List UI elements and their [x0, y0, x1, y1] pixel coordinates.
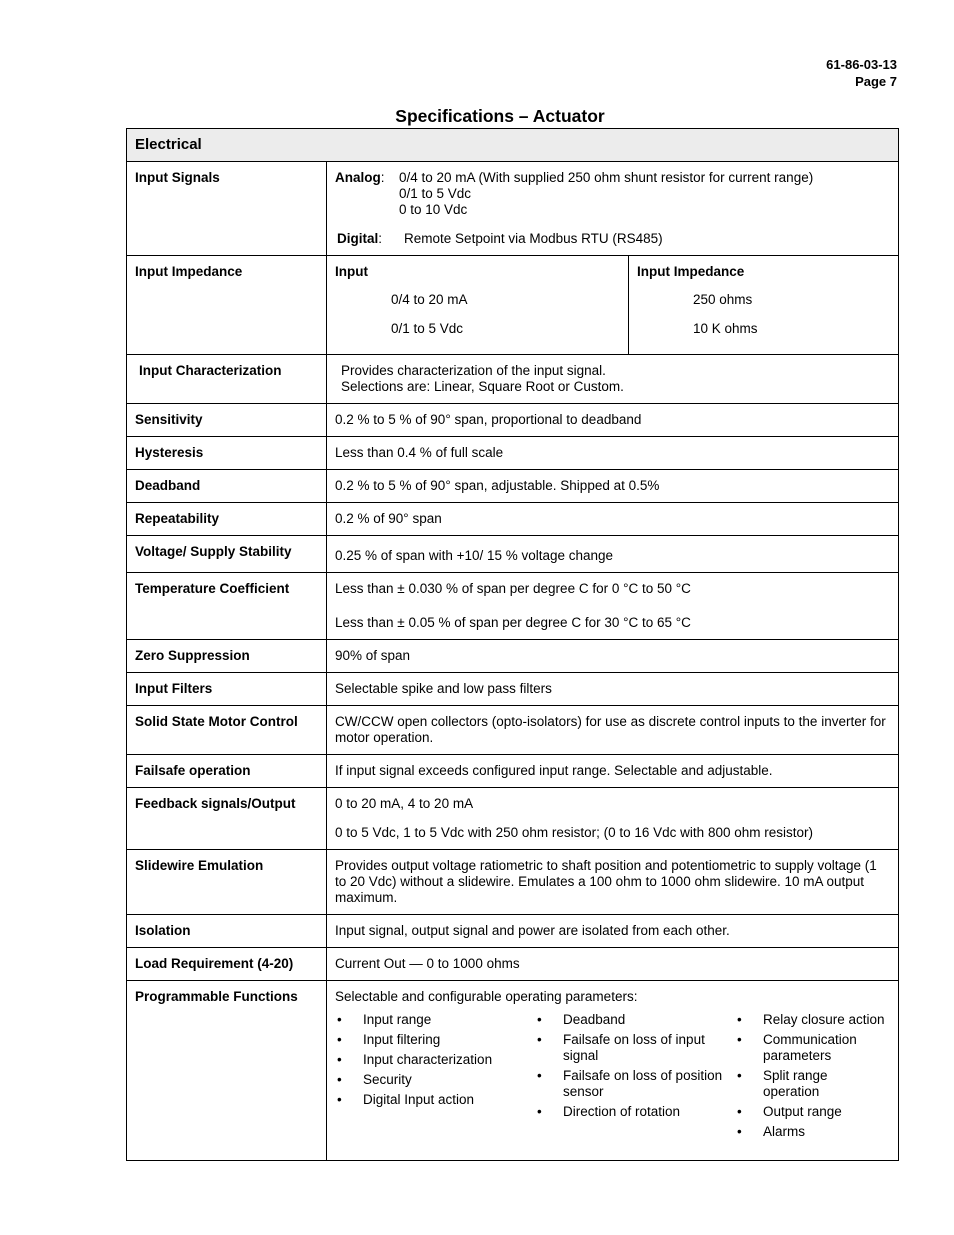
spec-table — [126, 128, 899, 1161]
row-value: Analog: 0/4 to 20 mA (With supplied 250 ohm shunt resistor for current range) 0/1 to 5 Vdc 0 to 10 Vdc Digital: Remote Setpoint via Modbus RTU (RS485) — [327, 162, 899, 256]
impedance-col-header: Input — [335, 264, 368, 279]
section-row — [127, 129, 899, 162]
row-label: Temperature Coefficient — [127, 573, 327, 640]
row-label: Zero Suppression — [127, 640, 327, 673]
list-item: • Direction of rotation — [535, 1104, 735, 1120]
section-heading: Electrical — [127, 129, 899, 162]
table-row — [127, 162, 899, 256]
document-number — [826, 56, 897, 90]
row-label: Solid State Motor Control — [127, 706, 327, 755]
row-value: Provides output voltage ratiometric to shaft position and potentiometric to supply voltage (1 to 20 Vdc) without a slidewire. Emulates a 100 ohm to 1000 ohm slidewire. 10 mA output maximum. — [327, 850, 899, 915]
value-line: Less than ± 0.05 % of span per degree C for 30 °C to 65 °C — [335, 615, 691, 630]
table-row — [127, 640, 899, 673]
table-row — [127, 536, 899, 573]
value-line: Selections are: Linear, Square Root or Custom. — [341, 379, 624, 394]
row-value — [327, 981, 899, 1161]
table-row — [127, 788, 899, 850]
row-value: Selectable spike and low pass filters — [327, 673, 899, 706]
row-value: 0.2 % to 5 % of 90° span, proportional to deadband — [327, 404, 899, 437]
page-number: Page 7 — [855, 74, 897, 89]
analog-value: 0/1 to 5 Vdc — [399, 186, 472, 201]
table-row — [127, 573, 899, 640]
row-label: Feedback signals/Output — [127, 788, 327, 850]
row-label: Load Requirement (4-20) — [127, 948, 327, 981]
table-row — [127, 437, 899, 470]
row-label: Input Characterization — [127, 355, 327, 404]
impedance-subtable — [327, 256, 899, 355]
row-value — [327, 788, 899, 850]
table-row — [127, 948, 899, 981]
row-value: 0.25 % of span with +10/ 15 % voltage change — [327, 536, 899, 573]
table-row — [127, 755, 899, 788]
list-item: • Input characterization — [335, 1052, 535, 1068]
page-title: Specifications – Actuator — [395, 106, 605, 126]
row-label: Input Filters — [127, 673, 327, 706]
row-label: Slidewire Emulation — [127, 850, 327, 915]
row-value: 0.2 % of 90° span — [327, 503, 899, 536]
row-label: Repeatability — [127, 503, 327, 536]
list-item: • Communication parameters — [735, 1032, 885, 1064]
row-value — [327, 355, 899, 404]
row-label: Input Signals — [127, 162, 327, 256]
row-value — [327, 573, 899, 640]
list-item: • Digital Input action — [335, 1092, 535, 1108]
row-label: Programmable Functions — [127, 981, 327, 1161]
list-item: • Input range — [335, 1012, 535, 1028]
row-label: Voltage/ Supply Stability — [127, 536, 327, 573]
table-row — [127, 256, 899, 355]
table-row — [127, 706, 899, 755]
function-list — [535, 1012, 735, 1120]
impedance-value: 250 ohms — [693, 292, 753, 307]
value-line: 0 to 20 mA, 4 to 20 mA — [335, 796, 474, 811]
row-value: CW/CCW open collectors (opto-isolators) for use as discrete control inputs to the inverter for motor operation. — [327, 706, 899, 755]
impedance-input: 0/4 to 20 mA — [391, 292, 468, 307]
table-row — [127, 981, 899, 1161]
digital-key: Digital — [337, 231, 379, 246]
list-item: • Split range operation — [735, 1068, 885, 1100]
table-row — [127, 404, 899, 437]
programmable-intro: Selectable and configurable operating parameters: — [335, 989, 638, 1004]
impedance-col-header: Input Impedance — [637, 264, 745, 279]
list-item: • Output range — [735, 1104, 885, 1120]
analog-value: 0 to 10 Vdc — [399, 202, 468, 217]
row-label: Input Impedance — [127, 256, 327, 355]
function-list — [735, 1012, 885, 1140]
analog-value: 0/4 to 20 mA (With supplied 250 ohm shunt resistor for current range) — [399, 170, 814, 185]
table-row — [127, 355, 899, 404]
impedance-value: 10 K ohms — [693, 321, 758, 336]
row-label: Isolation — [127, 915, 327, 948]
list-item: • Alarms — [735, 1124, 885, 1140]
table-row — [127, 503, 899, 536]
row-label: Sensitivity — [127, 404, 327, 437]
list-item: • Relay closure action — [735, 1012, 885, 1028]
row-value: If input signal exceeds configured input range. Selectable and adjustable. — [327, 755, 899, 788]
value-line: Less than ± 0.030 % of span per degree C for 0 °C to 50 °C — [335, 581, 691, 596]
analog-key: Analog — [335, 170, 381, 185]
impedance-input: 0/1 to 5 Vdc — [391, 321, 464, 336]
value-line: 0 to 5 Vdc, 1 to 5 Vdc with 250 ohm resistor; (0 to 16 Vdc with 800 ohm resistor) — [335, 825, 813, 840]
row-value: Input signal, output signal and power are isolated from each other. — [327, 915, 899, 948]
table-row — [127, 850, 899, 915]
doc-id: 61-86-03-13 — [826, 57, 897, 72]
list-item: • Security — [335, 1072, 535, 1088]
list-item: • Input filtering — [335, 1032, 535, 1048]
digital-value: Remote Setpoint via Modbus RTU (RS485) — [404, 231, 663, 246]
table-row — [127, 673, 899, 706]
table-row — [127, 470, 899, 503]
value-line: Provides characterization of the input signal. — [341, 363, 606, 378]
list-item: • Failsafe on loss of position sensor — [535, 1068, 735, 1100]
list-item: • Deadband — [535, 1012, 735, 1028]
row-value: Current Out — 0 to 1000 ohms — [327, 948, 899, 981]
row-value: Less than 0.4 % of full scale — [327, 437, 899, 470]
list-item: • Failsafe on loss of input signal — [535, 1032, 735, 1064]
function-list — [335, 1012, 535, 1108]
row-value: 0.2 % to 5 % of 90° span, adjustable. Shipped at 0.5% — [327, 470, 899, 503]
row-label: Hysteresis — [127, 437, 327, 470]
table-row — [127, 915, 899, 948]
row-value: 90% of span — [327, 640, 899, 673]
row-label: Failsafe operation — [127, 755, 327, 788]
row-label: Deadband — [127, 470, 327, 503]
